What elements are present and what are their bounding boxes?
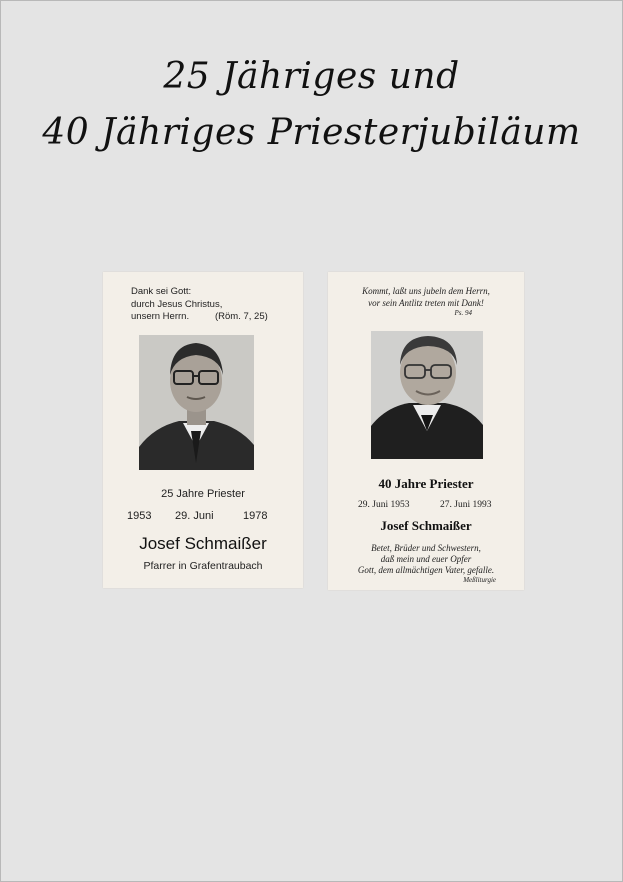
prayer-line-3: Gott, dem allmächtigen Vater, gefalle.	[357, 565, 495, 575]
parish-text: Pfarrer in Grafentraubach	[143, 560, 263, 572]
bible-quote	[131, 286, 268, 324]
ordination-day: 29. Juni	[175, 510, 214, 522]
prayer-card-40-years	[328, 272, 524, 590]
prayer-text	[328, 543, 524, 576]
prayer-line-1: Betet, Brüder und Schwestern,	[371, 543, 481, 553]
quote-reference: (Röm. 7, 25)	[215, 311, 268, 322]
liturgy-reference: Meßliturgie	[463, 576, 496, 584]
page-title-line-2: 40 Jähriges Priesterjubiläum	[42, 112, 581, 153]
quote-line-2: durch Jesus Christus,	[131, 298, 223, 310]
priest-name: Josef Schmaißer	[139, 534, 267, 553]
prayer-card-25-years	[103, 272, 303, 588]
quote-reference: Ps. 94	[454, 309, 472, 317]
psalm-quote	[328, 285, 524, 309]
quote-line-2: vor sein Antlitz treten mit Dank!	[368, 298, 484, 308]
prayer-line-2: daß mein und euer Opfer	[380, 554, 472, 564]
quote-line-1: Kommt, laßt uns jubeln dem Herrn,	[362, 286, 490, 296]
portrait-photo-1978	[139, 335, 254, 470]
start-year: 1953	[127, 510, 152, 522]
portrait-photo-1993	[371, 331, 483, 459]
jubilee-label: 25 Jahre Priester	[161, 488, 245, 500]
quote-line-1: Dank sei Gott:	[131, 286, 192, 297]
end-year: 1978	[243, 510, 268, 522]
quote-line-3: unsern Herrn.	[131, 311, 190, 322]
jubilee-date: 27. Juni 1993	[440, 500, 492, 510]
priest-name: Josef Schmaißer	[380, 518, 472, 533]
page-title-line-1: 25 Jähriges und	[163, 56, 460, 97]
ordination-date: 29. Juni 1953	[358, 500, 410, 510]
jubilee-label: 40 Jahre Priester	[378, 476, 474, 491]
